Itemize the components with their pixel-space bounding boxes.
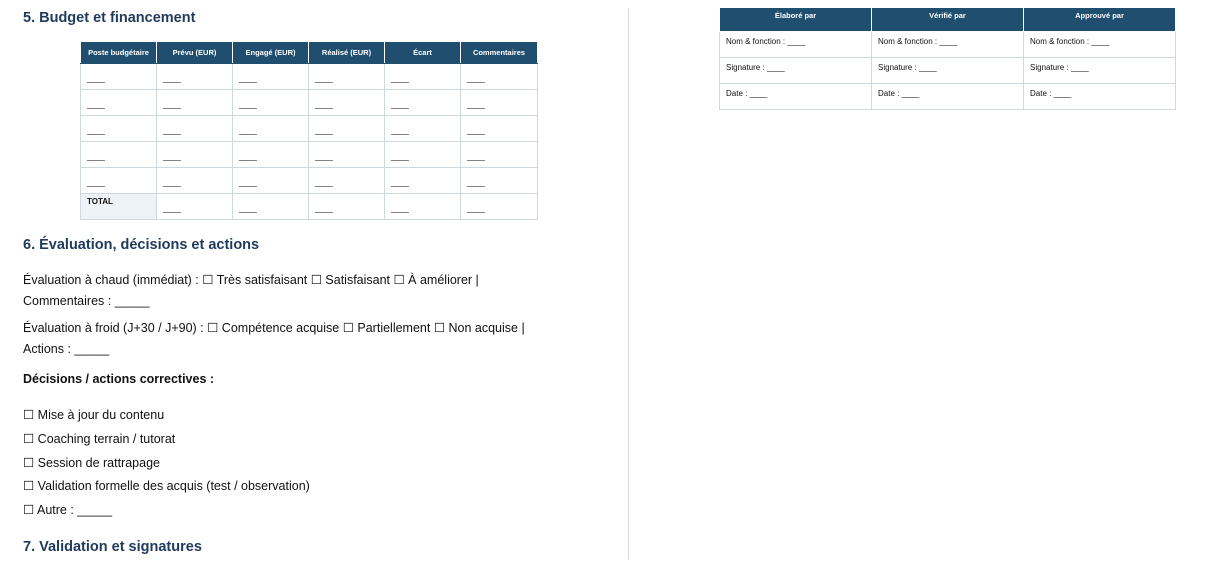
col-verifie-par: Vérifié par: [872, 8, 1024, 32]
signature-field[interactable]: Signature : ____: [872, 58, 1024, 84]
table-cell[interactable]: ____: [461, 116, 538, 142]
checkbox-item[interactable]: ☐ Session de rattrapage: [23, 455, 160, 470]
signature-field[interactable]: Signature : ____: [1024, 58, 1176, 84]
decisions-checklist: [23, 405, 310, 524]
signature-table: [719, 7, 1176, 110]
budget-col-poste: Poste budgétaire: [81, 42, 157, 64]
col-elabore-par: Élaboré par: [720, 8, 872, 32]
table-cell[interactable]: ____: [309, 168, 385, 194]
table-cell[interactable]: ____: [461, 90, 538, 116]
table-cell[interactable]: ____: [233, 116, 309, 142]
table-row: [81, 64, 538, 90]
table-row: [81, 168, 538, 194]
table-cell[interactable]: ____: [461, 64, 538, 90]
table-row: [81, 142, 538, 168]
name-function-field[interactable]: Nom & fonction : ____: [872, 32, 1024, 58]
table-cell[interactable]: ____: [81, 64, 157, 90]
table-cell[interactable]: ____: [233, 90, 309, 116]
budget-col-engage: Engagé (EUR): [233, 42, 309, 64]
table-cell[interactable]: ____: [385, 64, 461, 90]
table-cell[interactable]: ____: [157, 168, 233, 194]
col-approuve-par: Approuvé par: [1024, 8, 1176, 32]
eval-froid-actions: Actions : _____: [23, 342, 110, 356]
table-cell[interactable]: ____: [385, 116, 461, 142]
table-cell[interactable]: ____: [157, 90, 233, 116]
table-cell[interactable]: ____: [81, 90, 157, 116]
signature-header-row: [720, 8, 1176, 32]
table-cell[interactable]: ____: [309, 194, 385, 220]
checkbox-item[interactable]: ☐ Validation formelle des acquis (test / observation): [23, 479, 310, 494]
table-cell[interactable]: ____: [385, 90, 461, 116]
section-6-title: 6. Évaluation, décisions et actions: [23, 237, 260, 253]
name-function-field[interactable]: Nom & fonction : ____: [1024, 32, 1176, 58]
date-field[interactable]: Date : ____: [1024, 84, 1176, 110]
checkbox-item[interactable]: ☐ Autre : _____: [23, 503, 113, 518]
budget-col-ecart: Écart: [385, 42, 461, 64]
budget-col-prevu: Prévu (EUR): [157, 42, 233, 64]
table-row-total: [81, 194, 538, 220]
table-cell[interactable]: ____: [309, 64, 385, 90]
table-cell[interactable]: ____: [233, 168, 309, 194]
table-row: [720, 84, 1176, 110]
eval-chaud-comments: Commentaires : _____: [23, 294, 150, 308]
table-cell[interactable]: ____: [157, 116, 233, 142]
signature-field[interactable]: Signature : ____: [720, 58, 872, 84]
table-row: [81, 116, 538, 142]
table-cell[interactable]: ____: [461, 194, 538, 220]
table-cell[interactable]: ____: [385, 168, 461, 194]
table-row: [720, 32, 1176, 58]
table-row: [81, 90, 538, 116]
table-row: [720, 58, 1176, 84]
table-cell[interactable]: ____: [461, 142, 538, 168]
table-cell[interactable]: ____: [81, 116, 157, 142]
table-cell[interactable]: ____: [309, 142, 385, 168]
eval-chaud-line: Évaluation à chaud (immédiat) : ☐ Très satisfaisant ☐ Satisfaisant ☐ À améliorer |: [23, 273, 479, 287]
table-cell[interactable]: ____: [309, 90, 385, 116]
eval-froid-line: Évaluation à froid (J+30 / J+90) : ☐ Compétence acquise ☐ Partiellement ☐ Non acquise |: [23, 321, 525, 335]
total-label: TOTAL: [81, 194, 157, 220]
checkbox-item[interactable]: ☐ Coaching terrain / tutorat: [23, 431, 176, 446]
budget-col-realise: Réalisé (EUR): [309, 42, 385, 64]
budget-table: [80, 41, 538, 220]
table-cell[interactable]: ____: [385, 142, 461, 168]
section-7-title: 7. Validation et signatures: [23, 539, 202, 555]
checkbox-item[interactable]: ☐ Mise à jour du contenu: [23, 408, 165, 422]
budget-header-row: [81, 42, 538, 64]
table-cell[interactable]: ____: [309, 116, 385, 142]
table-cell[interactable]: ____: [81, 142, 157, 168]
date-field[interactable]: Date : ____: [872, 84, 1024, 110]
table-cell[interactable]: ____: [157, 64, 233, 90]
table-cell[interactable]: ____: [385, 194, 461, 220]
decisions-title: Décisions / actions correctives :: [23, 372, 215, 386]
right-column: [629, 0, 1206, 577]
table-cell[interactable]: ____: [233, 142, 309, 168]
table-cell[interactable]: ____: [233, 64, 309, 90]
date-field[interactable]: Date : ____: [720, 84, 872, 110]
name-function-field[interactable]: Nom & fonction : ____: [720, 32, 872, 58]
budget-col-commentaires: Commentaires: [461, 42, 538, 64]
table-cell[interactable]: ____: [233, 194, 309, 220]
table-cell[interactable]: ____: [81, 168, 157, 194]
section-5-title: 5. Budget et financement: [23, 10, 196, 26]
table-cell[interactable]: ____: [461, 168, 538, 194]
table-cell[interactable]: ____: [157, 142, 233, 168]
table-cell[interactable]: ____: [157, 194, 233, 220]
